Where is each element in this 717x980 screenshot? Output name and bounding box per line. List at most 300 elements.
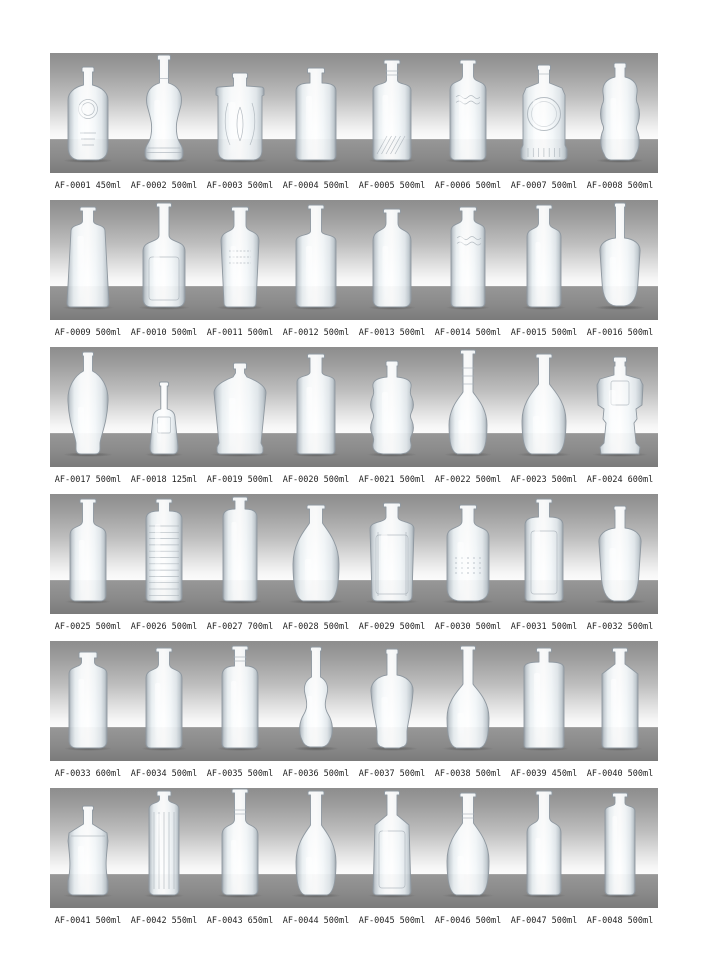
bottle-volume: 500ml: [475, 328, 502, 338]
bottle-image: [126, 788, 202, 908]
bottle-silhouette: [447, 505, 489, 601]
bottle-volume: 600ml: [627, 475, 654, 485]
bottle-code: AF-0017: [54, 475, 91, 485]
bottle-code: AF-0047: [510, 916, 547, 926]
bottle-label: [506, 908, 582, 935]
bottle-label: [430, 614, 506, 641]
bottle-image: [582, 53, 658, 173]
bottle-image: [50, 347, 126, 467]
bottle-image: [430, 641, 506, 761]
bottle-volume: 500ml: [399, 622, 426, 632]
bottle-image: [582, 494, 658, 614]
bottle-volume: 500ml: [475, 916, 502, 926]
bottle-image: [506, 641, 582, 761]
bottle-code: AF-0007: [510, 181, 547, 191]
bottle-photo: [354, 53, 430, 173]
glass-highlight: [459, 420, 465, 452]
bottle-label: [506, 467, 582, 494]
bottle-photo: [354, 494, 430, 614]
bottle-volume: 500ml: [551, 181, 578, 191]
bottle-label: [202, 467, 278, 494]
bottle-image: [506, 347, 582, 467]
bottle-silhouette: [146, 499, 182, 601]
glass-highlight: [609, 390, 616, 452]
bottle-photo: [202, 347, 278, 467]
bottle-photo: [202, 53, 278, 173]
glass-highlight: [157, 814, 162, 893]
bottle-code: AF-0033: [54, 769, 91, 779]
bottle-label: [354, 908, 430, 935]
bottle-label: [506, 761, 582, 788]
bottle-image: [354, 641, 430, 761]
bottle-volume: 125ml: [171, 475, 198, 485]
bottle-code: AF-0028: [282, 622, 319, 632]
bottle-photo: [430, 347, 506, 467]
bottle-volume: 500ml: [247, 475, 274, 485]
glass-highlight: [536, 242, 541, 305]
bottle-photo: [50, 347, 126, 467]
bottle-volume: 500ml: [247, 769, 274, 779]
bottle-image: [50, 200, 126, 320]
bottle-volume: 500ml: [399, 475, 426, 485]
bottle-label: [582, 173, 658, 200]
bottle-silhouette: [371, 649, 413, 748]
bottle-label: [202, 173, 278, 200]
bottle-label: [430, 467, 506, 494]
bottle-photo: [582, 53, 658, 173]
bottle-label: [278, 614, 354, 641]
bottle-image: [202, 641, 278, 761]
bottle-silhouette: [222, 789, 258, 895]
glass-highlight: [459, 95, 464, 158]
bottle-label: [354, 467, 430, 494]
glass-highlight: [533, 100, 540, 158]
bottle-code: AF-0041: [54, 916, 91, 926]
bottle-image: [278, 200, 354, 320]
catalog-grid: [50, 53, 658, 935]
bottle-code: AF-0022: [434, 475, 471, 485]
bottle-label: [354, 173, 430, 200]
bottle-code: AF-0042: [130, 916, 167, 926]
label-strip: [50, 614, 658, 641]
bottle-silhouette: [68, 352, 108, 454]
bottle-silhouette: [223, 497, 257, 601]
glass-highlight: [306, 857, 312, 893]
bottle-label: [50, 908, 126, 935]
bottle-code: AF-0030: [434, 622, 471, 632]
bottle-volume: 600ml: [95, 769, 122, 779]
glass-highlight: [460, 236, 465, 305]
bottle-label: [202, 761, 278, 788]
bottle-image: [506, 53, 582, 173]
bottle-image: [126, 641, 202, 761]
glass-highlight: [611, 98, 617, 158]
bottle-image: [430, 494, 506, 614]
bottle-silhouette: [300, 647, 333, 747]
bottle-code: AF-0012: [282, 328, 319, 338]
bottle-image: [126, 494, 202, 614]
bottle-silhouette: [602, 648, 638, 748]
bottle-code: AF-0023: [510, 475, 547, 485]
bottle-code: AF-0026: [130, 622, 167, 632]
bottle-image: [278, 641, 354, 761]
bottle-image: [202, 494, 278, 614]
bottle-silhouette: [371, 361, 414, 454]
bottle-image: [430, 788, 506, 908]
photo-strip: [50, 53, 658, 173]
bottle-image: [430, 53, 506, 173]
bottle-volume: 500ml: [399, 328, 426, 338]
bottle-label: [126, 320, 202, 347]
bottle-photo: [582, 641, 658, 761]
bottle-volume: 500ml: [627, 181, 654, 191]
bottle-silhouette: [597, 357, 643, 454]
bottle-volume: 500ml: [171, 769, 198, 779]
bottle-volume: 500ml: [323, 328, 350, 338]
label-strip: [50, 908, 658, 935]
bottle-volume: 500ml: [627, 622, 654, 632]
bottle-photo: [582, 200, 658, 320]
bottle-image: [202, 788, 278, 908]
bottle-photo: [278, 788, 354, 908]
glass-highlight: [231, 681, 236, 746]
bottle-label: [430, 908, 506, 935]
bottle-photo: [202, 788, 278, 908]
photo-strip: [50, 494, 658, 614]
bottle-code: AF-0014: [434, 328, 471, 338]
bottle-label: [50, 173, 126, 200]
bottle-label: [506, 173, 582, 200]
bottle-label: [278, 173, 354, 200]
bottle-label: [202, 614, 278, 641]
photo-strip: [50, 200, 658, 320]
bottle-image: [354, 53, 430, 173]
bottle-volume: 500ml: [551, 622, 578, 632]
bottle-photo: [126, 641, 202, 761]
label-strip: [50, 173, 658, 200]
glass-highlight: [79, 679, 85, 746]
bottle-volume: 500ml: [247, 181, 274, 191]
catalog-row: [50, 788, 658, 935]
bottle-photo: [506, 641, 582, 761]
bottle-volume: 500ml: [171, 181, 198, 191]
bottle-silhouette: [527, 791, 561, 895]
bottle-code: AF-0018: [130, 475, 167, 485]
bottle-silhouette: [447, 646, 489, 748]
bottle-photo: [506, 494, 582, 614]
bottle-image: [354, 494, 430, 614]
bottle-image: [582, 200, 658, 320]
bottle-volume: 450ml: [551, 769, 578, 779]
label-strip: [50, 761, 658, 788]
bottle-label: [582, 467, 658, 494]
bottle-photo: [278, 347, 354, 467]
bottle-photo: [50, 200, 126, 320]
bottle-photo: [506, 347, 582, 467]
glass-highlight: [78, 236, 84, 305]
bottle-volume: 500ml: [171, 622, 198, 632]
bottle-label: [202, 908, 278, 935]
bottle-silhouette: [600, 203, 640, 306]
bottle-label: [278, 320, 354, 347]
bottle-image: [202, 53, 278, 173]
bottle-photo: [506, 53, 582, 173]
glass-highlight: [306, 96, 312, 158]
bottle-image: [506, 788, 582, 908]
glass-highlight: [78, 407, 84, 452]
bottle-image: [50, 53, 126, 173]
glass-highlight: [232, 522, 237, 599]
bottle-silhouette: [296, 68, 336, 160]
bottle-photo: [430, 788, 506, 908]
bottle-label: [354, 614, 430, 641]
bottle-silhouette: [67, 207, 109, 307]
bottle-volume: 500ml: [627, 916, 654, 926]
bottle-volume: 500ml: [95, 328, 122, 338]
bottle-volume: 500ml: [323, 475, 350, 485]
bottle-volume: 500ml: [399, 769, 426, 779]
bottle-volume: 500ml: [551, 475, 578, 485]
glass-highlight: [382, 697, 388, 746]
glass-highlight: [611, 679, 616, 746]
bottle-silhouette: [216, 73, 264, 160]
bottle-photo: [278, 641, 354, 761]
catalog-row: [50, 347, 658, 494]
bottle-photo: [430, 641, 506, 761]
photo-strip: [50, 788, 658, 908]
bottle-volume: 500ml: [171, 328, 198, 338]
glass-highlight: [383, 246, 389, 305]
bottle-volume: 500ml: [475, 181, 502, 191]
bottle-code: AF-0038: [434, 769, 471, 779]
bottle-label: [126, 614, 202, 641]
bottle-photo: [50, 788, 126, 908]
bottle-silhouette: [599, 506, 641, 601]
bottle-photo: [126, 347, 202, 467]
bottle-code: AF-0032: [586, 622, 623, 632]
bottle-photo: [278, 494, 354, 614]
glass-highlight: [155, 683, 160, 746]
glass-highlight: [79, 540, 84, 599]
bottle-code: AF-0002: [130, 181, 167, 191]
glass-highlight: [157, 423, 161, 452]
bottle-code: AF-0025: [54, 622, 91, 632]
label-strip: [50, 320, 658, 347]
bottle-code: AF-0048: [586, 916, 623, 926]
bottle-volume: 500ml: [95, 916, 122, 926]
bottle-image: [354, 347, 430, 467]
glass-highlight: [154, 256, 160, 305]
bottle-volume: 500ml: [95, 475, 122, 485]
bottle-image: [50, 494, 126, 614]
glass-highlight: [610, 257, 616, 305]
bottle-label: [506, 614, 582, 641]
bottle-volume: 500ml: [475, 475, 502, 485]
bottle-volume: 500ml: [95, 622, 122, 632]
bottle-label: [582, 908, 658, 935]
bottle-silhouette: [69, 652, 107, 748]
bottle-photo: [506, 200, 582, 320]
glass-highlight: [78, 846, 84, 893]
bottle-code: AF-0037: [358, 769, 395, 779]
bottle-code: AF-0006: [434, 181, 471, 191]
bottle-code: AF-0001: [54, 181, 91, 191]
bottle-silhouette: [450, 60, 486, 160]
bottle-image: [278, 788, 354, 908]
bottle-volume: 550ml: [171, 916, 198, 926]
bottle-silhouette: [293, 505, 339, 601]
bottle-photo: [202, 494, 278, 614]
bottle-label: [126, 761, 202, 788]
bottle-photo: [50, 641, 126, 761]
bottle-photo: [50, 494, 126, 614]
bottle-photo: [126, 788, 202, 908]
glass-highlight: [383, 95, 389, 158]
bottle-code: AF-0004: [282, 181, 319, 191]
bottle-label: [50, 614, 126, 641]
bottle-label: [126, 173, 202, 200]
bottle-label: [582, 761, 658, 788]
bottle-label: [354, 320, 430, 347]
glass-highlight: [458, 713, 464, 746]
bottle-photo: [354, 788, 430, 908]
bottle-volume: 500ml: [247, 328, 274, 338]
bottle-silhouette: [527, 205, 561, 307]
bottle-label: [354, 761, 430, 788]
catalog-row: [50, 494, 658, 641]
bottle-image: [430, 200, 506, 320]
bottle-photo: [430, 494, 506, 614]
glass-highlight: [78, 105, 84, 158]
bottle-code: AF-0013: [358, 328, 395, 338]
bottle-label: [50, 320, 126, 347]
bottle-silhouette: [524, 648, 564, 748]
bottle-image: [126, 200, 202, 320]
bottle-silhouette: [297, 354, 335, 454]
bottle-code: AF-0021: [358, 475, 395, 485]
bottle-image: [202, 347, 278, 467]
bottle-volume: 500ml: [399, 916, 426, 926]
glass-highlight: [610, 548, 616, 599]
glass-highlight: [536, 838, 541, 893]
bottle-image: [278, 53, 354, 173]
glass-highlight: [305, 559, 312, 599]
bottle-image: [278, 494, 354, 614]
glass-highlight: [307, 696, 312, 746]
bottle-photo: [354, 641, 430, 761]
bottle-label: [582, 614, 658, 641]
bottle-image: [582, 641, 658, 761]
glass-highlight: [231, 246, 237, 305]
bottle-code: AF-0005: [358, 181, 395, 191]
bottle-code: AF-0024: [586, 475, 623, 485]
glass-highlight: [306, 246, 312, 305]
bottle-code: AF-0044: [282, 916, 319, 926]
bottle-volume: 500ml: [399, 181, 426, 191]
bottle-code: AF-0011: [206, 328, 243, 338]
bottle-code: AF-0043: [206, 916, 243, 926]
bottle-code: AF-0039: [510, 769, 547, 779]
bottle-image: [50, 788, 126, 908]
bottle-photo: [430, 53, 506, 173]
bottle-label: [430, 320, 506, 347]
bottle-silhouette: [601, 63, 640, 160]
bottle-label: [50, 761, 126, 788]
bottle-code: AF-0045: [358, 916, 395, 926]
glass-highlight: [307, 387, 313, 452]
bottle-code: AF-0009: [54, 328, 91, 338]
bottle-photo: [354, 347, 430, 467]
glass-highlight: [458, 856, 464, 893]
glass-highlight: [535, 530, 541, 599]
bottle-silhouette: [146, 648, 182, 748]
photo-strip: [50, 641, 658, 761]
bottle-photo: [582, 347, 658, 467]
bottle-code: AF-0019: [206, 475, 243, 485]
bottle-photo: [278, 53, 354, 173]
bottle-photo: [126, 494, 202, 614]
bottle-silhouette: [447, 793, 489, 895]
bottle-silhouette: [214, 363, 266, 454]
glass-highlight: [381, 534, 388, 599]
bottle-image: [430, 347, 506, 467]
bottle-label: [506, 320, 582, 347]
bottle-volume: 500ml: [323, 181, 350, 191]
glass-highlight: [229, 398, 236, 452]
bottle-silhouette: [150, 382, 178, 454]
bottle-volume: 700ml: [247, 622, 274, 632]
bottle-silhouette: [70, 499, 106, 601]
glass-highlight: [382, 392, 388, 452]
label-strip: [50, 467, 658, 494]
bottle-code: AF-0040: [586, 769, 623, 779]
bottle-volume: 650ml: [247, 916, 274, 926]
bottle-silhouette: [522, 354, 566, 454]
bottle-code: AF-0029: [358, 622, 395, 632]
bottle-silhouette: [145, 55, 183, 160]
bottle-label: [430, 173, 506, 200]
bottle-label: [278, 908, 354, 935]
catalog-row: [50, 641, 658, 788]
bottle-image: [202, 200, 278, 320]
bottle-image: [278, 347, 354, 467]
bottle-label: [278, 467, 354, 494]
glass-highlight: [533, 416, 540, 452]
bottle-silhouette: [451, 207, 485, 307]
bottle-image: [354, 200, 430, 320]
bottle-volume: 500ml: [551, 916, 578, 926]
bottle-image: [582, 347, 658, 467]
bottle-photo: [126, 200, 202, 320]
bottle-code: AF-0008: [586, 181, 623, 191]
bottle-photo: [354, 200, 430, 320]
bottle-volume: 450ml: [95, 181, 122, 191]
bottle-silhouette: [68, 806, 108, 895]
glass-highlight: [229, 102, 236, 158]
bottle-image: [50, 641, 126, 761]
bottle-photo: [582, 494, 658, 614]
bottle-label: [202, 320, 278, 347]
glass-highlight: [155, 524, 160, 599]
bottle-image: [126, 347, 202, 467]
bottle-photo: [202, 641, 278, 761]
bottle-silhouette: [370, 503, 414, 601]
bottle-silhouette: [296, 205, 336, 307]
bottle-code: AF-0016: [586, 328, 623, 338]
bottle-code: AF-0020: [282, 475, 319, 485]
bottle-photo: [430, 200, 506, 320]
bottle-volume: 500ml: [475, 622, 502, 632]
